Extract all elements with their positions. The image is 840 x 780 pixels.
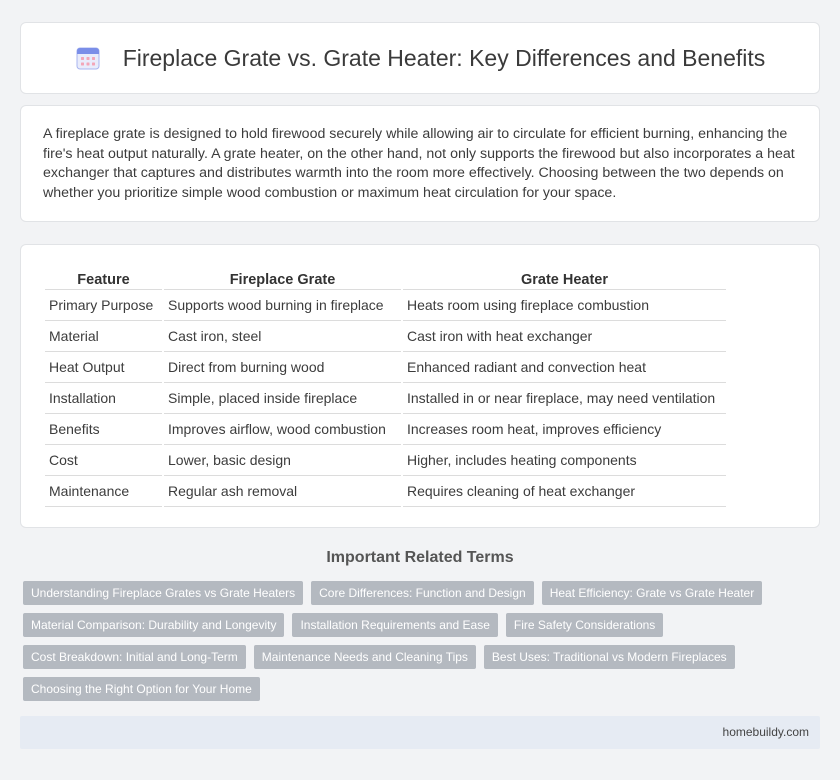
feature-cell: Material xyxy=(45,321,162,352)
fireplace-grate-cell: Supports wood burning in fireplace xyxy=(164,290,401,321)
table-row xyxy=(45,383,726,414)
fireplace-grate-cell: Simple, placed inside fireplace xyxy=(164,383,401,414)
footer xyxy=(20,716,820,749)
header-grate-heater: Grate Heater xyxy=(403,266,726,290)
table-row xyxy=(45,321,726,352)
feature-cell: Maintenance xyxy=(45,476,162,507)
related-terms-tags xyxy=(23,581,793,701)
table-row xyxy=(45,414,726,445)
related-tag[interactable]: Cost Breakdown: Initial and Long-Term xyxy=(23,645,246,669)
table-row xyxy=(45,352,726,383)
fireplace-grate-cell: Direct from burning wood xyxy=(164,352,401,383)
fireplace-grate-cell: Lower, basic design xyxy=(164,445,401,476)
feature-cell: Benefits xyxy=(45,414,162,445)
table-row xyxy=(45,290,726,321)
grate-heater-cell: Cast iron with heat exchanger xyxy=(403,321,726,352)
site-name: homebuildy.com xyxy=(722,725,809,739)
header-fireplace-grate: Fireplace Grate xyxy=(164,266,401,290)
related-tag[interactable]: Heat Efficiency: Grate vs Grate Heater xyxy=(542,581,763,605)
related-tag[interactable]: Understanding Fireplace Grates vs Grate Heaters xyxy=(23,581,303,605)
intro-card xyxy=(20,105,820,222)
related-tag[interactable]: Material Comparison: Durability and Longevity xyxy=(23,613,284,637)
table-row xyxy=(45,445,726,476)
feature-cell: Heat Output xyxy=(45,352,162,383)
grate-heater-cell: Increases room heat, improves efficiency xyxy=(403,414,726,445)
comparison-card xyxy=(20,244,820,528)
feature-cell: Primary Purpose xyxy=(45,290,162,321)
grate-heater-cell: Requires cleaning of heat exchanger xyxy=(403,476,726,507)
grate-heater-cell: Higher, includes heating components xyxy=(403,445,726,476)
related-terms-title: Important Related Terms xyxy=(326,549,514,566)
related-tag[interactable]: Choosing the Right Option for Your Home xyxy=(23,677,260,701)
related-tag[interactable]: Best Uses: Traditional vs Modern Fireplaces xyxy=(484,645,735,669)
table-header-row xyxy=(45,266,726,290)
grate-heater-cell: Installed in or near fireplace, may need ventilation xyxy=(403,383,726,414)
header-feature: Feature xyxy=(45,266,162,290)
related-tag[interactable]: Installation Requirements and Ease xyxy=(292,613,497,637)
grate-heater-cell: Enhanced radiant and convection heat xyxy=(403,352,726,383)
header-card xyxy=(20,22,820,94)
table-row xyxy=(45,476,726,507)
feature-cell: Cost xyxy=(45,445,162,476)
grate-heater-cell: Heats room using fireplace combustion xyxy=(403,290,726,321)
related-tag[interactable]: Fire Safety Considerations xyxy=(506,613,663,637)
related-tag[interactable]: Core Differences: Function and Design xyxy=(311,581,534,605)
fireplace-grate-cell: Regular ash removal xyxy=(164,476,401,507)
intro-paragraph: A fireplace grate is designed to hold firewood securely while allowing air to circulate for efficient burning, enhancing the fire's heat output naturally. A grate heater, on the other hand, not only supports the firewood but also incorporates a heat exchanger that captures and distributes warmth into the room more effectively. Choosing between the two depends on whether you prioritize simple wood combustion or maximum heat circulation for your space. xyxy=(43,126,795,201)
feature-cell: Installation xyxy=(45,383,162,414)
page-title: Fireplace Grate vs. Grate Heater: Key Differences and Benefits xyxy=(122,44,766,71)
comparison-table xyxy=(43,266,728,507)
calendar-grid-icon xyxy=(75,45,101,71)
fireplace-grate-cell: Improves airflow, wood combustion xyxy=(164,414,401,445)
related-tag[interactable]: Maintenance Needs and Cleaning Tips xyxy=(254,645,476,669)
fireplace-grate-cell: Cast iron, steel xyxy=(164,321,401,352)
